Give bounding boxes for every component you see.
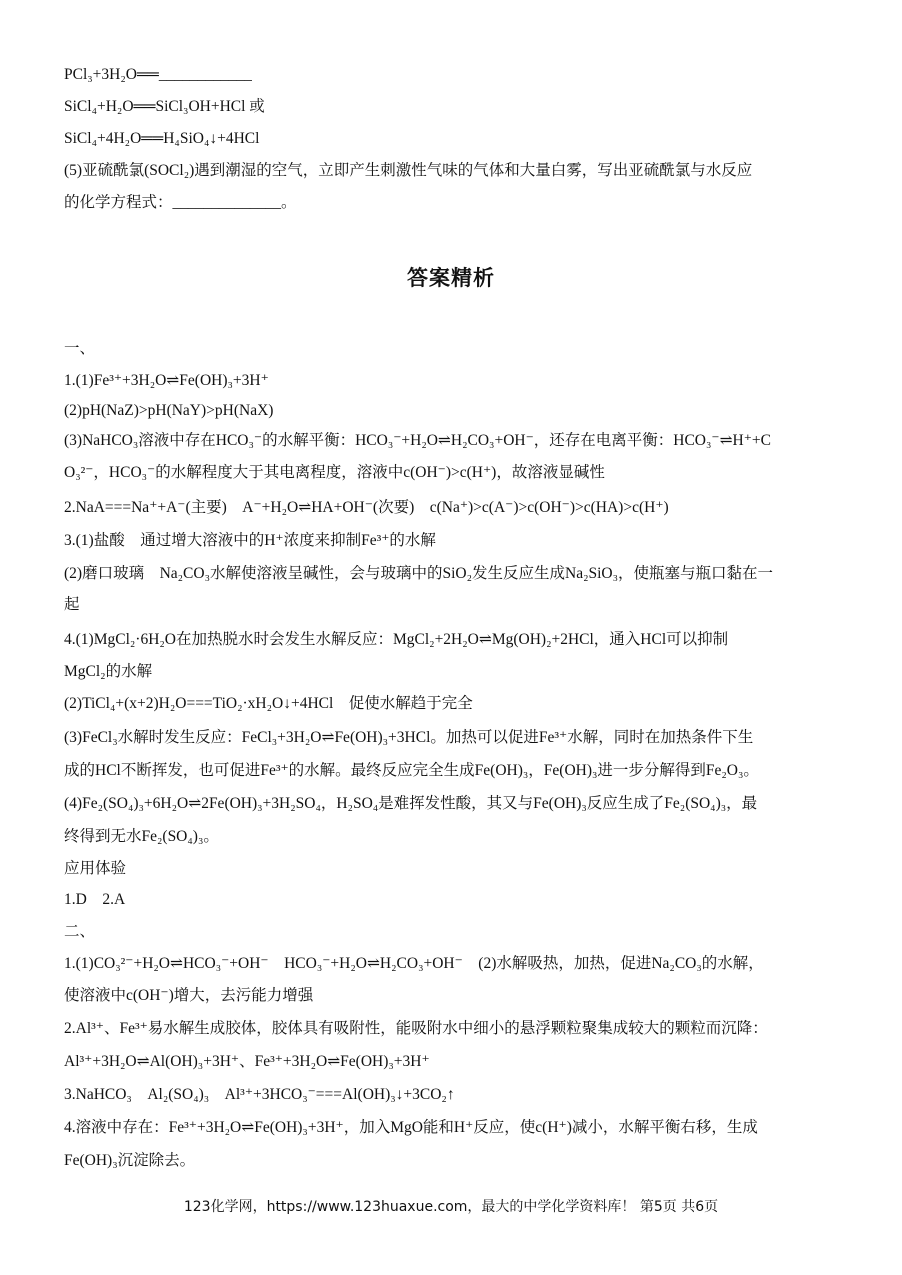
top-line: (5)亚硫酰氯(SOCl₂)遇到潮湿的空气，立即产生刺激性气味的气体和大量白雾，写出亚硫酰氯与水反应	[64, 162, 753, 179]
answer-line: 使溶液中c(OH⁻)增大，去污能力增强	[64, 987, 314, 1004]
answer-line: 4.溶液中存在：Fe³⁺+3H₂O⇌Fe(OH)₃+3H⁺，加入MgO能和H⁺反应，使c(H⁺)减小，水解平衡右移，生成	[64, 1119, 758, 1136]
answer-line: 4.(1)MgCl₂·6H₂O在加热脱水时会发生水解反应：MgCl₂+2H₂O⇌Mg(OH)₂+2HCl，通入HCl可以抑制	[64, 631, 729, 648]
answer-line: (3)NaHCO₃溶液中存在HCO₃⁻的水解平衡：HCO₃⁻+H₂O⇌H₂CO₃+OH⁻，还存在电离平衡：HCO₃⁻⇌H⁺+C	[64, 432, 772, 449]
top-line: SiCl₄+4H₂O══H₄SiO₄↓+4HCl	[64, 130, 260, 147]
answer-line: (2)pH(NaZ)>pH(NaY)>pH(NaX)	[64, 402, 274, 419]
answer-line: 1.D 2.A	[64, 891, 126, 908]
answer-line: (3)FeCl₃水解时发生反应：FeCl₃+3H₂O⇌Fe(OH)₃+3HCl。加热可以促进Fe³⁺水解，同时在加热条件下生	[64, 729, 754, 746]
top-line: PCl₃+3H₂O══____________	[64, 66, 252, 83]
answer-line: Al³⁺+3H₂O⇌Al(OH)₃+3H⁺、Fe³⁺+3H₂O⇌Fe(OH)₃+3H⁺	[64, 1053, 430, 1070]
answer-line: 一、	[64, 340, 96, 357]
answer-line: (2)磨口玻璃 Na₂CO₃水解使溶液呈碱性，会与玻璃中的SiO₂发生反应生成Na₂SiO₃，使瓶塞与瓶口黏在一	[64, 565, 774, 582]
top-line: SiCl₄+H₂O══SiCl₃OH+HCl 或	[64, 98, 265, 115]
answer-line: 3.NaHCO₃ Al₂(SO₄)₃ Al³⁺+3HCO₃⁻===Al(OH)₃↓+3CO₂↑	[64, 1086, 455, 1103]
page-footer: 123化学网，https://www.123huaxue.com，最大的中学化学资料库！ 第5页 共6页	[183, 1199, 719, 1215]
answer-line: MgCl₂的水解	[64, 663, 153, 680]
answer-line: 3.(1)盐酸 通过增大溶液中的H⁺浓度来抑制Fe³⁺的水解	[64, 532, 436, 549]
answer-line: 成的HCl不断挥发，也可促进Fe³⁺的水解。最终反应完全生成Fe(OH)₃，Fe(OH)₃进一步分解得到Fe₂O₃。	[64, 762, 759, 779]
answer-line: 1.(1)Fe³⁺+3H₂O⇌Fe(OH)₃+3H⁺	[64, 372, 269, 389]
answer-line: (2)TiCl₄+(x+2)H₂O===TiO₂·xH₂O↓+4HCl 促使水解趋于完全	[64, 695, 473, 712]
answer-line: 二、	[64, 923, 96, 940]
answer-line: O₃²⁻，HCO₃⁻的水解程度大于其电离程度，溶液中c(OH⁻)>c(H⁺)，故溶液显碱性	[64, 464, 605, 481]
answer-line: 2.Al³⁺、Fe³⁺易水解生成胶体，胶体具有吸附性，能吸附水中细小的悬浮颗粒聚集成较大的颗粒而沉降：	[64, 1020, 768, 1037]
answer-line: (4)Fe₂(SO₄)₃+6H₂O⇌2Fe(OH)₃+3H₂SO₄，H₂SO₄是难挥发性酸，其又与Fe(OH)₃反应生成了Fe₂(SO₄)₃，最	[64, 795, 758, 812]
answer-line: 起	[64, 596, 80, 613]
answer-line: 1.(1)CO₃²⁻+H₂O⇌HCO₃⁻+OH⁻ HCO₃⁻+H₂O⇌H₂CO₃+OH⁻ (2)水解吸热，加热，促进Na₂CO₃的水解，	[64, 955, 764, 972]
answer-line: 2.NaA===Na⁺+A⁻(主要) A⁻+H₂O⇌HA+OH⁻(次要) c(Na⁺)>c(A⁻)>c(OH⁻)>c(HA)>c(H⁺)	[64, 499, 669, 516]
answer-line: 终得到无水Fe₂(SO₄)₃。	[64, 828, 219, 845]
section-title: 答案精析	[407, 266, 495, 290]
answer-line: Fe(OH)₃沉淀除去。	[64, 1152, 196, 1169]
top-line: 的化学方程式：______________。	[64, 194, 297, 211]
answer-line: 应用体验	[64, 860, 127, 877]
